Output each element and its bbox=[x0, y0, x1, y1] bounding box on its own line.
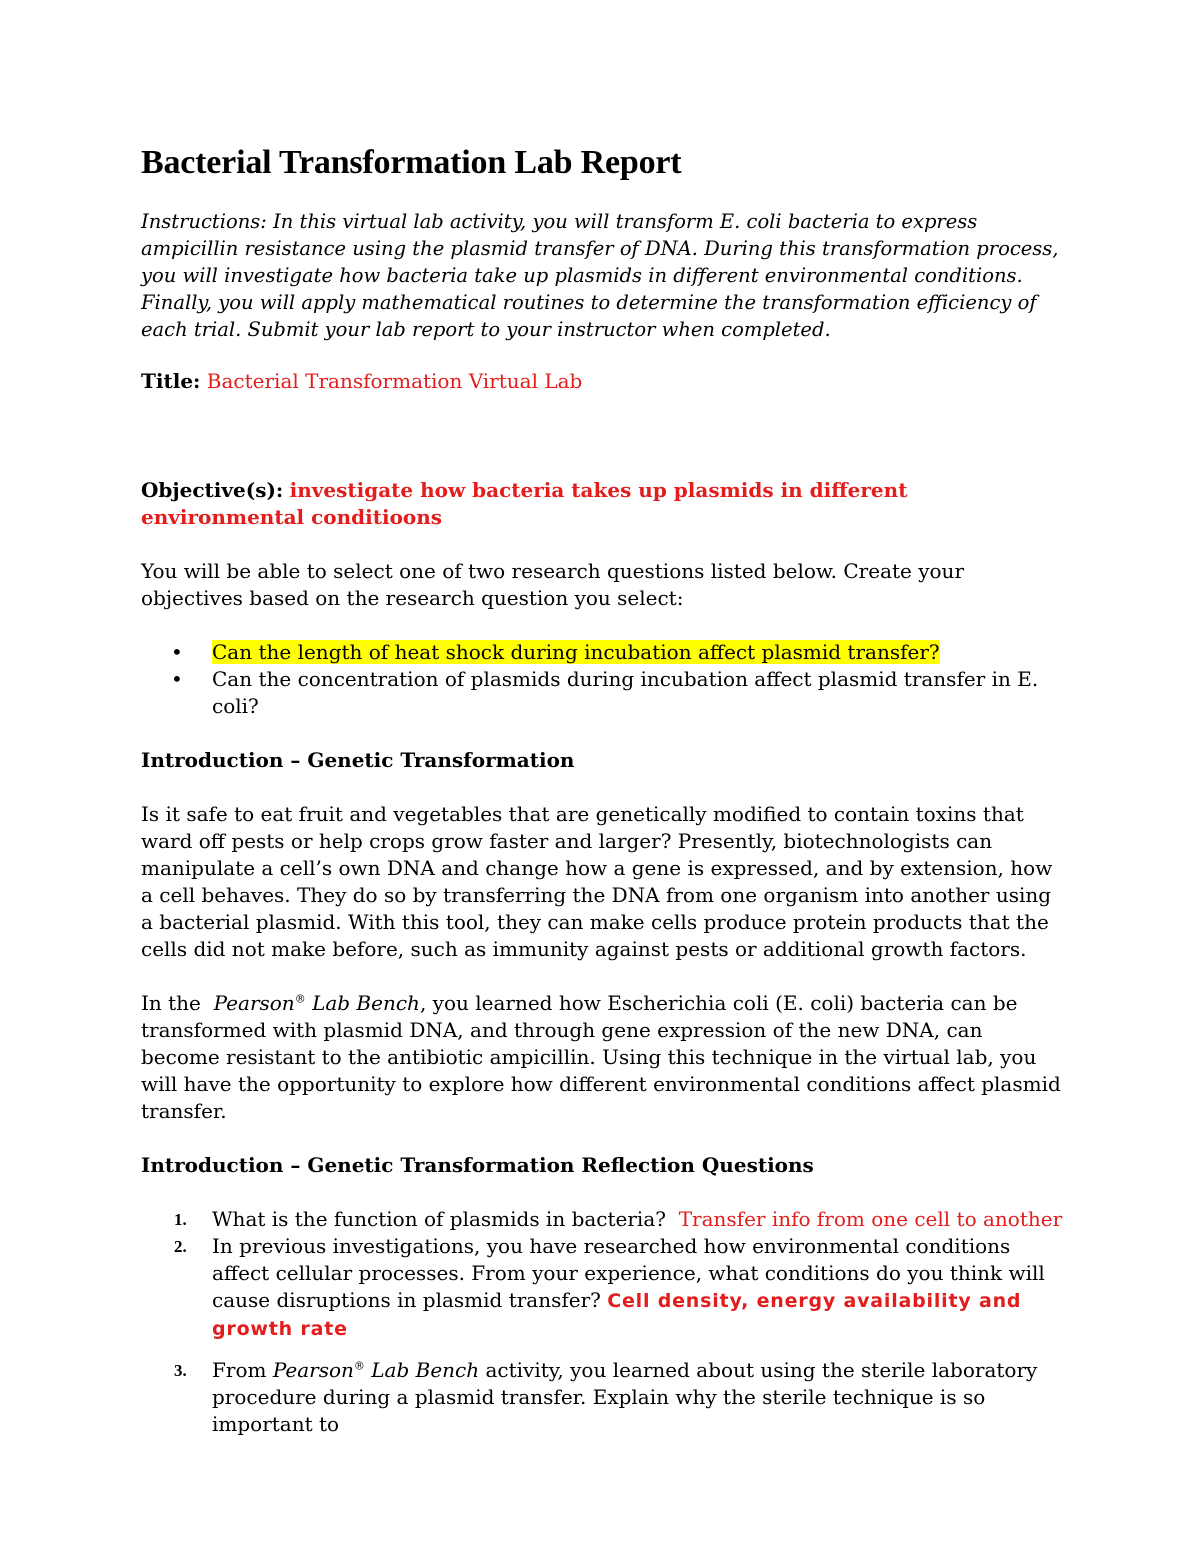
intro-p2-text: , you learned how Escherichia coli (E. coli) bacteria can be transformed with plasmid DNA, and through gene expression of the new DNA, can become resistant to the antibiotic ampicillin. Using this technique in the virtual lab, you will have the opportunity to explore how different environmental conditions affect plasmid transfer. bbox=[141, 991, 1061, 1123]
research-question-item bbox=[141, 639, 1066, 666]
pearson-name: Pearson bbox=[272, 1358, 354, 1382]
question-number: 1. bbox=[174, 1210, 187, 1229]
research-question-highlighted: Can the length of heat shock during incubation affect plasmid transfer? bbox=[212, 640, 940, 664]
objective-intro: You will be able to select one of two research questions listed below. Create your objectives based on the research question you select: bbox=[141, 559, 964, 610]
objective-answer: investigate how bacteria takes up plasmids in different environmental conditioons bbox=[141, 478, 908, 529]
registered-mark: ® bbox=[353, 1359, 365, 1373]
research-question-list bbox=[141, 639, 1066, 720]
lab-bench-name: Lab Bench bbox=[312, 991, 420, 1015]
question-text: What is the function of plasmids in bacteria? bbox=[212, 1207, 666, 1231]
intro-paragraph-2 bbox=[141, 990, 1066, 1125]
question-answer: Cell density, energy availability and growth rate bbox=[212, 1290, 1022, 1340]
research-question-text: Can the concentration of plasmids during incubation affect plasmid transfer in E. coli? bbox=[212, 667, 1039, 718]
reflection-question-1 bbox=[141, 1206, 1066, 1233]
pearson-name: Pearson bbox=[213, 991, 295, 1015]
objective-label: Objective(s): bbox=[141, 478, 284, 502]
title-answer: Bacterial Transformation Virtual Lab bbox=[206, 369, 583, 393]
bullet-icon: • bbox=[171, 667, 183, 691]
reflection-question-2 bbox=[141, 1233, 1066, 1343]
bullet-icon: • bbox=[171, 640, 183, 664]
registered-mark: ® bbox=[294, 992, 306, 1006]
title-field bbox=[141, 368, 1066, 395]
reflection-question-3 bbox=[141, 1357, 1066, 1438]
question-number: 3. bbox=[174, 1361, 187, 1380]
document-content bbox=[141, 142, 1066, 1438]
intro-paragraph-1: Is it safe to eat fruit and vegetables that are genetically modified to contain toxins that ward off pests or help crops grow faster and larger? Presently, biotechnologists can manipulate a cell’s own DNA and change how a gene is expressed, and by extension, how a cell behaves. They do so by transferring the DNA from one organism into another using a bacterial plasmid. With this tool, they can make cells produce protein products that the cells did not make before, such as immunity against pests or additional growth factors. bbox=[141, 802, 1053, 961]
question-text: In previous investigations, you have researched how environmental conditions affect cellular processes. From your experience, what conditions do you think will cause disruptions in plasmid transfer? bbox=[212, 1234, 1045, 1312]
lab-bench-name: Lab Bench bbox=[371, 1358, 480, 1382]
question-answer: Transfer info from one cell to another bbox=[678, 1207, 1063, 1231]
report-title: Bacterial Transformation Lab Report bbox=[141, 144, 682, 181]
question-number: 2. bbox=[174, 1237, 187, 1256]
instructions-paragraph: Instructions: In this virtual lab activity, you will transform E. coli bacteria to express ampicillin resistance using the plasmid transfer of DNA. During this transformation process, you will investigate how bacteria take up plasmids in different environmental conditions. Finally, you will apply mathematical routines to determine the transformation efficiency of each trial. Submit your lab report to your instructor when completed. bbox=[141, 210, 1059, 341]
research-question-item bbox=[141, 666, 1066, 720]
intro-heading: Introduction – Genetic Transformation bbox=[141, 748, 575, 772]
title-label: Title: bbox=[141, 369, 201, 393]
objective-field bbox=[141, 477, 1066, 531]
reflection-heading: Introduction – Genetic Transformation Reflection Questions bbox=[141, 1153, 814, 1177]
question-text: activity, you learned about using the sterile laboratory procedure during a plasmid transfer. Explain why the sterile technique is so important to bbox=[212, 1358, 1038, 1436]
reflection-question-list bbox=[141, 1206, 1066, 1438]
intro-p2-prefix: In the bbox=[141, 991, 201, 1015]
question-prefix: From bbox=[212, 1358, 267, 1382]
